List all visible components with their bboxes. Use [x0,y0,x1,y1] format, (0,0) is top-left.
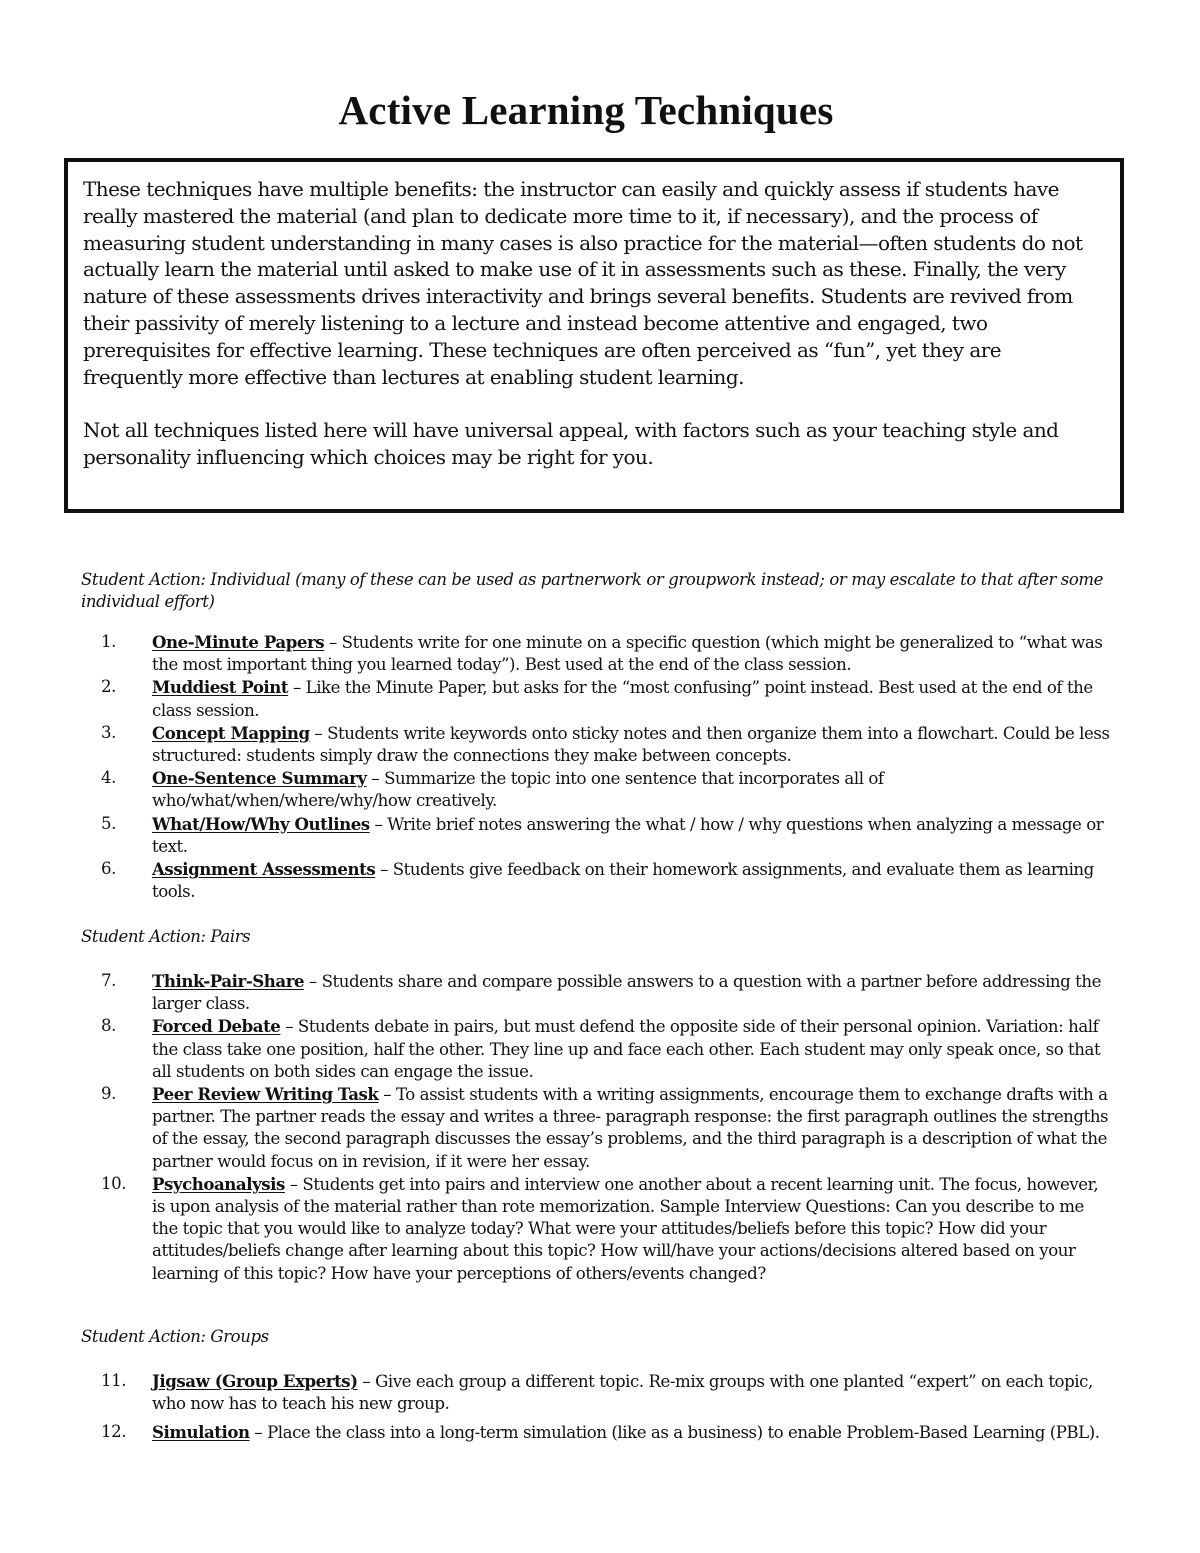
section-heading: Student Action: Groups [81,1327,269,1346]
technique-item [81,813,1111,858]
technique-number: 4. [101,768,116,788]
technique-item [81,767,1111,812]
technique-list [81,631,1111,903]
technique-description: – Students write for one minute on a specific question (which might be generalized to “what was the most important thing you learned today”). Best used at the end of the class session. [152,633,1103,675]
technique-name: Peer Review Writing Task [152,1084,379,1105]
technique-number: 3. [101,722,116,742]
technique-name: Psychoanalysis [152,1173,285,1194]
technique-name: Assignment Assessments [152,859,376,880]
technique-number: 7. [101,971,116,990]
technique-item [81,631,1111,676]
technique-number: 10. [101,1173,127,1193]
technique-description: – Students get into pairs and interview one another about a recent learning unit. The focus, however, is upon analysis of the material rather than rote memorization. Sample Interview Questions: Can you describe to me the topic that you would like to analyze today? What were your attitudes/beliefs before this topic? How did your attitudes/beliefs change after learning about this topic? How will/have your actions/decisions altered based on your learning of this topic? How have your perceptions of others/events changed? [152,1174,1099,1283]
technique-description: – Place the class into a long-term simulation (like as a business) to enable Problem-Based Learning (PBL). [249,1423,1100,1443]
technique-description: – Students give feedback on their homework assignments, and evaluate them as learning tools. [152,860,1094,902]
technique-name: What/How/Why Outlines [152,813,370,834]
intro-paragraph: Not all techniques listed here will have universal appeal, with factors such as your teaching style and personality influencing which choices may be right for you. [83,418,1059,469]
technique-name: Jigsaw (Group Experts) [152,1371,358,1391]
technique-name: Simulation [152,1422,250,1443]
technique-description: – Like the Minute Paper, but asks for the “most confusing” point instead. Best used at the end of the class session. [152,678,1093,720]
technique-name: One-Sentence Summary [152,768,367,789]
technique-number: 2. [101,677,116,697]
technique-item [81,722,1111,767]
section-heading: Student Action: Individual (many of these can be used as partnerwork or groupwork instead; or may escalate to that after some individual effort) [81,570,1104,611]
page-title: Active Learning Techniques [338,87,834,133]
technique-number: 8. [101,1016,116,1036]
technique-name: One-Minute Papers [152,632,325,652]
technique-item [81,858,1111,903]
technique-item [81,1083,1111,1173]
technique-number: 12. [101,1422,127,1442]
technique-name: Think-Pair-Share [152,971,305,991]
technique-number: 6. [101,859,116,879]
technique-name: Muddiest Point [152,677,289,698]
technique-description: – Students write keywords onto sticky notes and then organize them into a flowchart. Could be less structured: students simply draw the connections they make between concepts. [152,723,1110,766]
technique-number: 11. [101,1371,127,1390]
technique-item [81,1015,1111,1083]
section-pairs [81,926,1111,1285]
technique-number: 1. [101,632,116,651]
technique-item [81,970,1111,1015]
section-individual [81,569,1111,903]
technique-number: 5. [101,813,116,833]
technique-name: Forced Debate [152,1016,281,1037]
technique-description: – Students share and compare possible answers to a question with a partner before addressing the larger class. [152,972,1101,1014]
technique-number: 9. [101,1084,116,1104]
technique-item [81,1173,1111,1285]
technique-description: – Give each group a different topic. Re-mix groups with one planted “expert” on each topic, who now has to teach his new group. [152,1372,1093,1414]
intro-paragraph: These techniques have multiple benefits: the instructor can easily and quickly assess if students have really mastered the material (and plan to dedicate more time to it, if necessary), and the process of measuring student understanding in many cases is also practice for the material—often students do not actually learn the material until asked to make use of it in assessments such as these. Finally, the very nature of these assessments drives interactivity and brings several benefits. Students are revived from their passivity of merely listening to a lecture and instead become attentive and engaged, two prerequisites for effective learning. These techniques are often perceived as “fun”, yet they are frequently more effective than lectures at enabling student learning. [83,177,1083,389]
technique-description: – To assist students with a writing assignments, encourage them to exchange drafts with a partner. The partner reads the essay and writes a three- paragraph response: the first paragraph outlines the strengths of the essay, the second paragraph discusses the essay’s problems, and the third paragraph is a description of what the partner would focus on in revision, if it were her essay. [152,1085,1109,1171]
technique-description: – Write brief notes answering the what / how / why questions when analyzing a message or text. [152,814,1104,856]
section-heading: Student Action: Pairs [81,927,251,946]
technique-item [81,676,1111,721]
technique-list [81,1370,1111,1445]
technique-item [81,1370,1111,1415]
technique-description: – Students debate in pairs, but must defend the opposite side of their personal opinion. Variation: half the class take one position, half the other. They line up and face each other. Each student may only speak once, so that all students on both sides can engage the issue. [152,1017,1101,1081]
intro-box [64,158,1124,513]
technique-item [81,1421,1111,1444]
technique-list [81,970,1111,1285]
technique-description: – Summarize the topic into one sentence that incorporates all of who/what/when/where/why/how creatively. [152,769,884,811]
section-groups [81,1326,1111,1445]
technique-name: Concept Mapping [152,722,310,743]
